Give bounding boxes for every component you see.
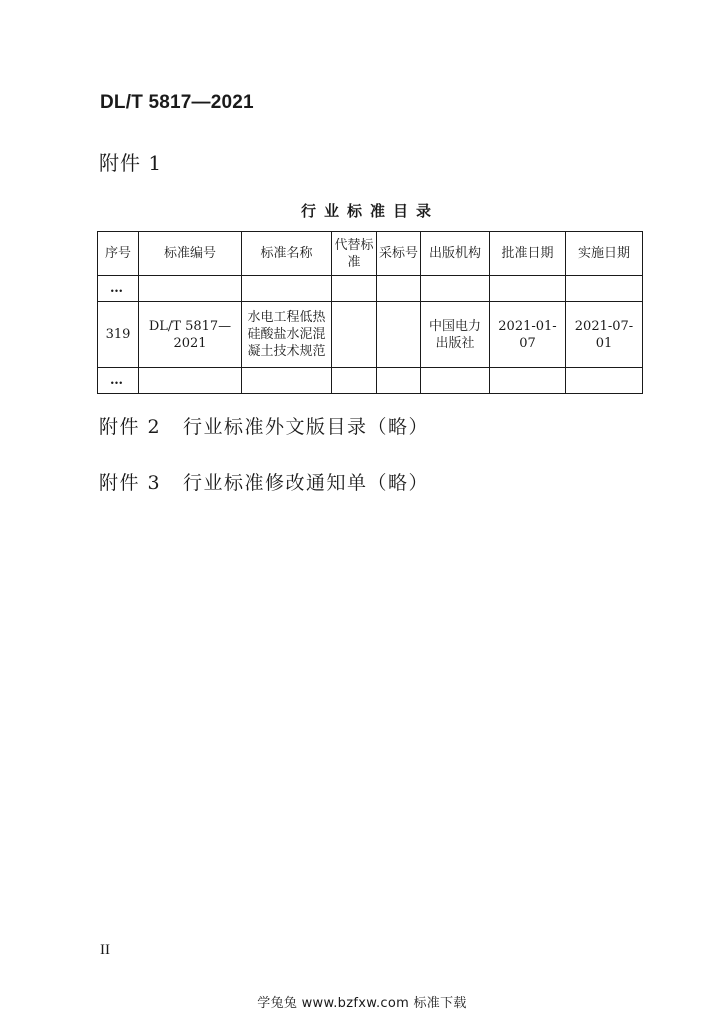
attachment-2 (99, 412, 429, 439)
col-header-name: 标准名称 (242, 232, 332, 276)
footer-watermark: 学兔兔 www.bzfxw.com 标准下载 (257, 996, 467, 1011)
standard-code: DL/T 5817—2021 (100, 92, 254, 113)
col-header-approval-date: 批准日期 (490, 232, 566, 276)
table-row-ellipsis-bottom (98, 368, 643, 394)
cell-name: 水电工程低热硅酸盐水泥混凝土技术规范 (242, 302, 332, 368)
cell-adopted (377, 302, 421, 368)
ellipsis-cell: … (98, 276, 139, 302)
attachment-3-label: 附件 3 (99, 472, 162, 494)
attachment-2-text: 行业标准外文版目录（略） (183, 416, 430, 438)
col-header-publisher: 出版机构 (421, 232, 490, 276)
table-title: 行业标准目录 (300, 202, 439, 220)
col-header-seq: 序号 (98, 232, 139, 276)
attachment-1-title: 附件 1 (99, 151, 163, 175)
cell-replaces (332, 302, 377, 368)
col-header-replaces: 代替标准 (332, 232, 377, 276)
col-header-code: 标准编号 (139, 232, 242, 276)
cell-publisher: 中国电力出版社 (421, 302, 490, 368)
table-row-ellipsis-top (98, 276, 643, 302)
table-header-row (98, 232, 643, 276)
table-row (98, 302, 643, 368)
standards-catalog-table (97, 231, 643, 394)
attachment-2-label: 附件 2 (99, 416, 162, 438)
cell-code: DL/T 5817—2021 (139, 302, 242, 368)
cell-approval-date: 2021-01-07 (490, 302, 566, 368)
attachment-3 (99, 468, 429, 495)
col-header-effective-date: 实施日期 (566, 232, 643, 276)
cell-effective-date: 2021-07-01 (566, 302, 643, 368)
col-header-adopted: 采标号 (377, 232, 421, 276)
attachment-3-text: 行业标准修改通知单（略） (183, 472, 430, 494)
page-number: II (100, 942, 110, 958)
cell-seq: 319 (98, 302, 139, 368)
ellipsis-cell: … (98, 368, 139, 394)
